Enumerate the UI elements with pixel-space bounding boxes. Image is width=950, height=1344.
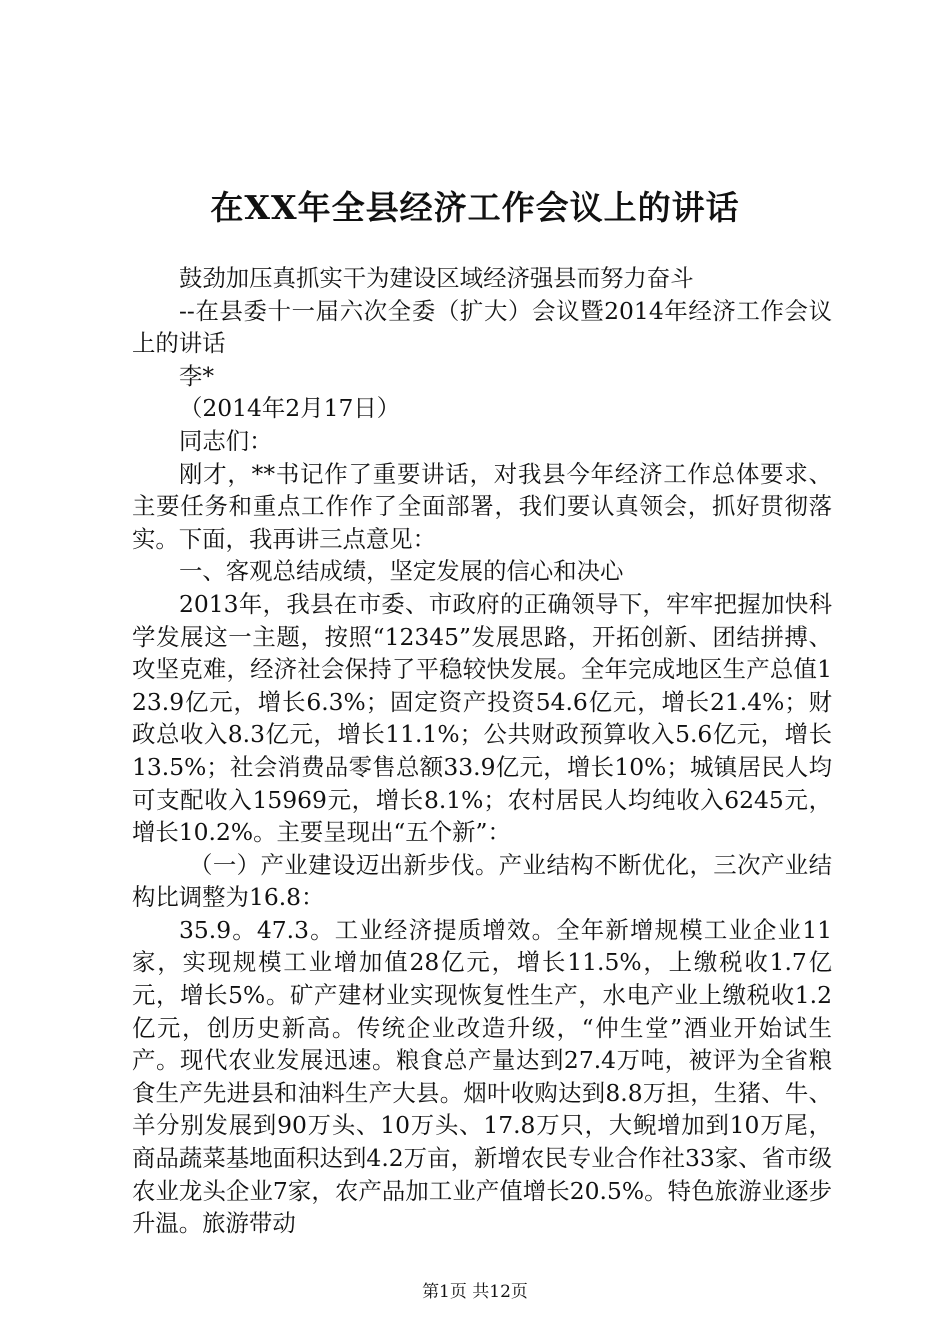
subsection-heading: （一）产业建设迈出新步伐。产业结构不断优化，三次产业结构比调整为16.8：	[132, 850, 832, 912]
section-heading: 一、客观总结成绩，坚定发展的信心和决心	[179, 557, 624, 586]
speech-occasion: --在县委十一届六次全委（扩大）会议暨2014年经济工作会议上的讲话	[132, 296, 832, 358]
speech-date: （2014年2月17日）	[179, 394, 401, 423]
document-title: 在XX年全县经济工作会议上的讲话	[210, 188, 740, 227]
page-footer: 第1页 共12页	[422, 1282, 528, 1302]
salutation: 同志们：	[179, 426, 273, 455]
speech-subtitle: 鼓劲加压真抓实干为建设区域经济强县而努力奋斗	[179, 264, 694, 292]
intro-paragraph: 刚才，**书记作了重要讲话，对我县今年经济工作总体要求、主要任务和重点工作作了全面部署，我们要认真领会，抓好贯彻落实。下面，我再讲三点意见：	[132, 459, 832, 553]
industry-paragraph: 35.9。47.3。工业经济提质增效。全年新增规模工业企业11家，实现规模工业增加值28亿元，增长11.5%，上缴税收1.7亿元，增长5%。矿产建材业实现恢复性生产，水电产业上缴税收1.2亿元，创历史新高。传统企业改造升级，“仲生堂”酒业开始试生产。现代农业发展迅速。粮食总产量达到27.4万吨，被评为全省粮食生产先进县和油料生产大县。烟叶收购达到8.8万担，生猪、牛、羊分别发展到90万头、10万头、17.8万只，大鲵增加到10万尾，商品蔬菜基地面积达到4.2万亩，新增农民专业合作社33家、省市级农业龙头企业7家，农产品加工业产值增长20.5%。特色旅游业逐步升温。旅游带动	[132, 915, 832, 1238]
document-body	[132, 262, 832, 1240]
summary-paragraph: 2013年，我县在市委、市政府的正确领导下，牢牢把握加快科学发展这一主题，按照“12345”发展思路，开拓创新、团结拼搏、攻坚克难，经济社会保持了平稳较快发展。全年完成地区生产总值123.9亿元，增长6.3%；固定资产投资54.6亿元，增长21.4%；财政总收入8.3亿元，增长11.1%；公共财政预算收入5.6亿元，增长13.5%；社会消费品零售总额33.9亿元，增长10%；城镇居民人均可支配收入15969元，增长8.1%；农村居民人均纯收入6245元，增长10.2%。主要呈现出“五个新”：	[132, 589, 832, 847]
speaker-name: 李*	[179, 361, 215, 390]
